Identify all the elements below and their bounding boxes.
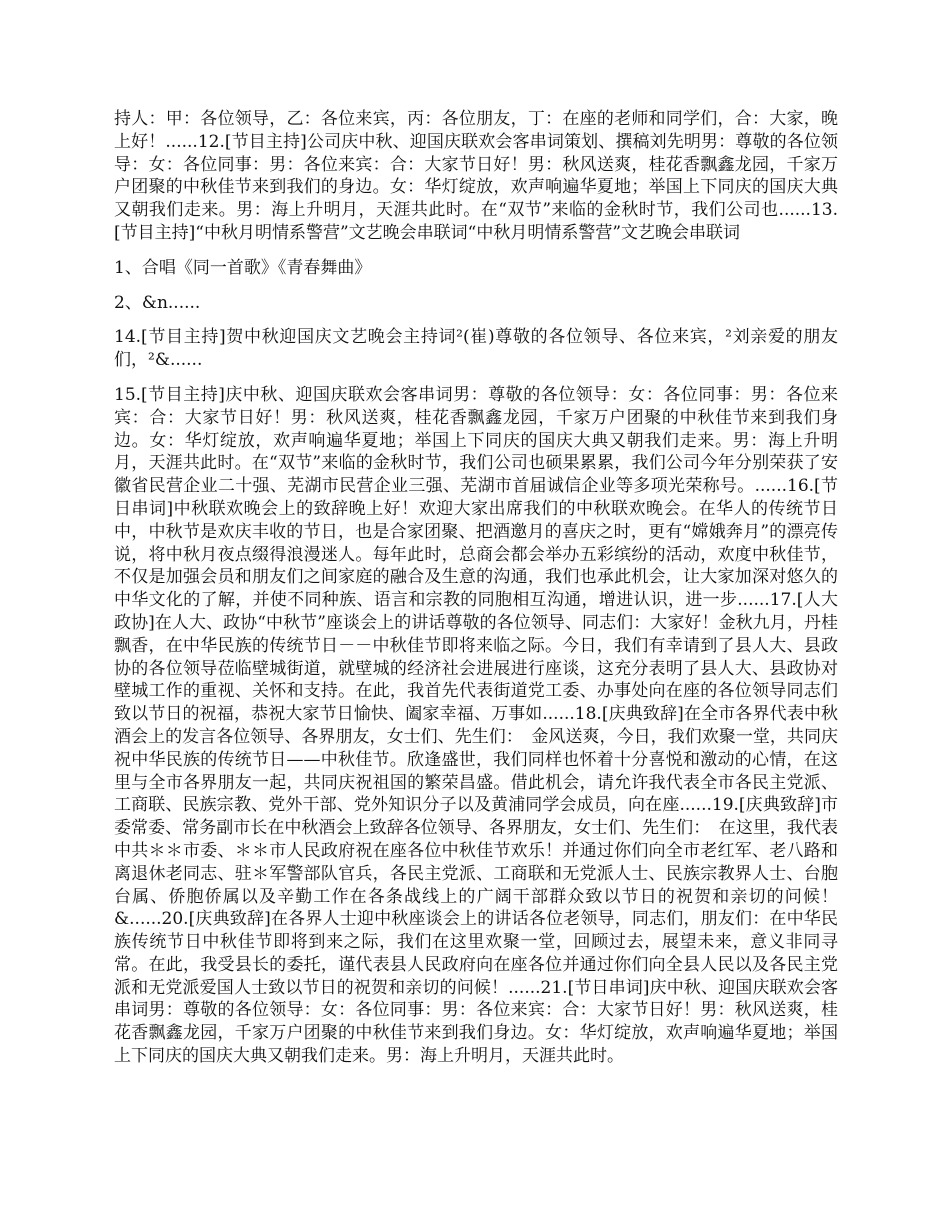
paragraph-15-21: 15.[节目主持]庆中秋、迎国庆联欢会客串词男：尊敬的各位领导：女：各位同事：男：各位来宾：合：大家节日好！男：秋风送爽，桂花香飘鑫龙园，千家万户团聚的中秋佳节来到我们身边。女：华灯绽放，欢声响遍华夏地；举国上下同庆的国庆大典又朝我们走来。男：海上升明月，天涯共此时。在“双节”来临的金秋时节，我们公司也硕果累累，我们公司今年分别荣获了安徽省民营企业二十强、芜湖市民营企业三强、芜湖市首届诚信企业等多项光荣称号。......16.[节日串词]中秋联欢晚会上的致辞晚上好！欢迎大家出席我们的中秋联欢晚会。在华人的传统节日中，中秋节是欢庆丰收的节日，也是合家团聚、把酒邀月的喜庆之时，更有“嫦娥奔月”的漂亮传说，将中秋月夜点缀得浪漫迷人。每年此时，总商会都会举办五彩缤纷的活动，欢度中秋佳节，不仅是加强会员和朋友们之间家庭的融合及生意的沟通，我们也承此机会，让大家加深对悠久的中华文化的了解，并使不同种族、语言和宗教的同胞相互沟通，增进认识，进一步......17.[人大政协]在人大、政协“中秋节”座谈会上的讲话尊敬的各位领导、同志们：大家好！金秋九月，丹桂飘香，在中华民族的传统节日－－中秋佳节即将来临之际。今日，我们有幸请到了县人大、县政协的各位领导莅临壁城街道，就壁城的经济社会进展进行座谈，这充分表明了县人大、县政协对壁城工作的重视、关怀和支持。在此，我首先代表街道党工委、办事处向在座的各位领导同志们致以节日的祝福，恭祝大家节日愉快、阖家幸福、万事如......18.[庆典致辞]在全市各界代表中秋酒会上的发言各位领导、各界朋友，女士们、先生们： 金风送爽，今日，我们欢聚一堂，共同庆祝中华民族的传统节日——中秋佳节。欣逢盛世，我们同样也怀着十分喜悦和激动的心情，在这里与全市各界朋友一起，共同庆祝祖国的繁荣昌盛。借此机会，请允许我代表全市各民主党派、工商联、民族宗教、党外干部、党外知识分子以及黄浦同学会成员，向在座......19.[庆典致辞]市委常委、常务副市长在中秋酒会上致辞各位领导、各界朋友，女士们、先生们： 在这里，我代表中共＊＊市委、＊＊市人民政府祝在座各位中秋佳节欢乐！并通过你们向全市老红军、老八路和离退休老同志、驻＊军警部队官兵，各民主党派、工商联和无党派人士、民族宗教界人士、台胞台属、侨胞侨属以及辛勤工作在各条战线上的广阔干部群众致以节日的祝贺和亲切的问候！ &......20.[庆典致辞]在各界人士迎中秋座谈会上的讲话各位老领导，同志们，朋友们：在中华民族传统节日中秋佳节即将到来之际，我们在这里欢聚一堂，回顾过去，展望未来，意义非同寻常。在此，我受县长的委托，谨代表县人民政府向在座各位并通过你们向全县人民以及各民主党派和无党派爱国人士致以节日的祝贺和亲切的问候！......21.[节日串词]庆中秋、迎国庆联欢会客串词男：尊敬的各位领导：女：各位同事：男：各位来宾：合：大家节日好！男：秋风送爽，桂花香飘鑫龙园，千家万户团聚的中秋佳节来到我们身边。女：华灯绽放，欢声响遍华夏地；举国上下同庆的国庆大典又朝我们走来。男：海上升明月，天涯共此时。 [114, 384, 855, 1067]
paragraph-intro: 持人：甲：各位领导，乙：各位来宾，丙：各位朋友，丁：在座的老师和同学们，合：大家，晚上好！......12.[节目主持]公司庆中秋、迎国庆联欢会客串词策划、撰稿刘先明男：尊敬的各位领导：女：各位同事：男：各位来宾：合：大家节日好！男：秋风送爽，桂花香飘鑫龙园，千家万户团聚的中秋佳节来到我们的身边。女：华灯绽放，欢声响遍华夏地；举国上下同庆的国庆大典又朝我们走来。男：海上升明月，天涯共此时。在“双节”来临的金秋时节，我们公司也......13.[节目主持]“中秋月明情系警营”文艺晚会串联词“中秋月明情系警营”文艺晚会串联词 [114, 109, 838, 243]
paragraph-item-2: 2、&n...... [114, 292, 201, 313]
paragraph-item-1: 1、合唱《同一首歌》《青春舞曲》 [114, 257, 372, 278]
document-body [114, 108, 855, 1080]
paragraph-14: 14.[节目主持]贺中秋迎国庆文艺晚会主持词²(崔)尊敬的各位领导、各位来宾，²刘亲爱的朋友们，²&...... [114, 327, 838, 371]
